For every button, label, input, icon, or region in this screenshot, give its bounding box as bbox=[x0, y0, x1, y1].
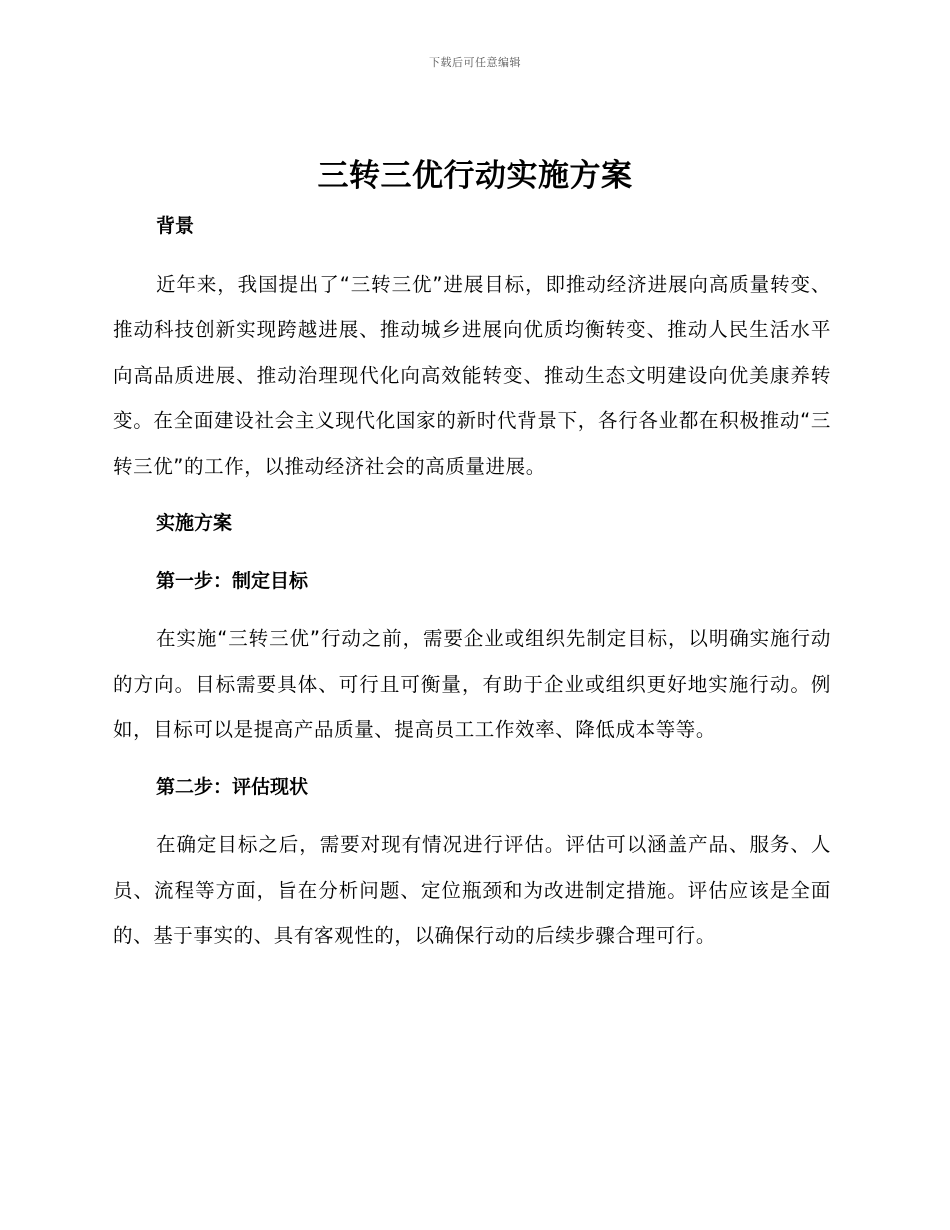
header-note: 下载后可任意编辑 bbox=[429, 56, 521, 69]
background-heading: 背景 bbox=[156, 215, 195, 237]
plan-heading: 实施方案 bbox=[156, 512, 233, 534]
document-body bbox=[113, 204, 831, 959]
step2-heading: 第二步：评估现状 bbox=[156, 775, 309, 798]
step1-paragraph: 在实施“三转三优”行动之前，需要企业或组织先制定目标，以明确实施行动的方向。目标需要具体、可行且可衡量，有助于企业或组织更好地实施行动。例如，目标可以是提高产品质量、提高员工工作效率、降低成本等等。 bbox=[113, 627, 831, 741]
page-title: 三转三优行动实施方案 bbox=[317, 158, 633, 194]
step2-paragraph: 在确定目标之后，需要对现有情况进行评估。评估可以涵盖产品、服务、人员、流程等方面，旨在分析问题、定位瓶颈和为改进制定措施。评估应该是全面的、基于事实的、具有客观性的，以确保行动的后续步骤合理可行。 bbox=[113, 833, 831, 947]
step1-heading: 第一步：制定目标 bbox=[156, 569, 309, 592]
background-paragraph: 近年来，我国提出了“三转三优”进展目标，即推动经济进展向高质量转变、推动科技创新实现跨越进展、推动城乡进展向优质均衡转变、推动人民生活水平向高品质进展、推动治理现代化向高效能转变、推动生态文明建设向优美康养转变。在全面建设社会主义现代化国家的新时代背景下，各行各业都在积极推动“三转三优”的工作，以推动经济社会的高质量进展。 bbox=[113, 272, 831, 478]
